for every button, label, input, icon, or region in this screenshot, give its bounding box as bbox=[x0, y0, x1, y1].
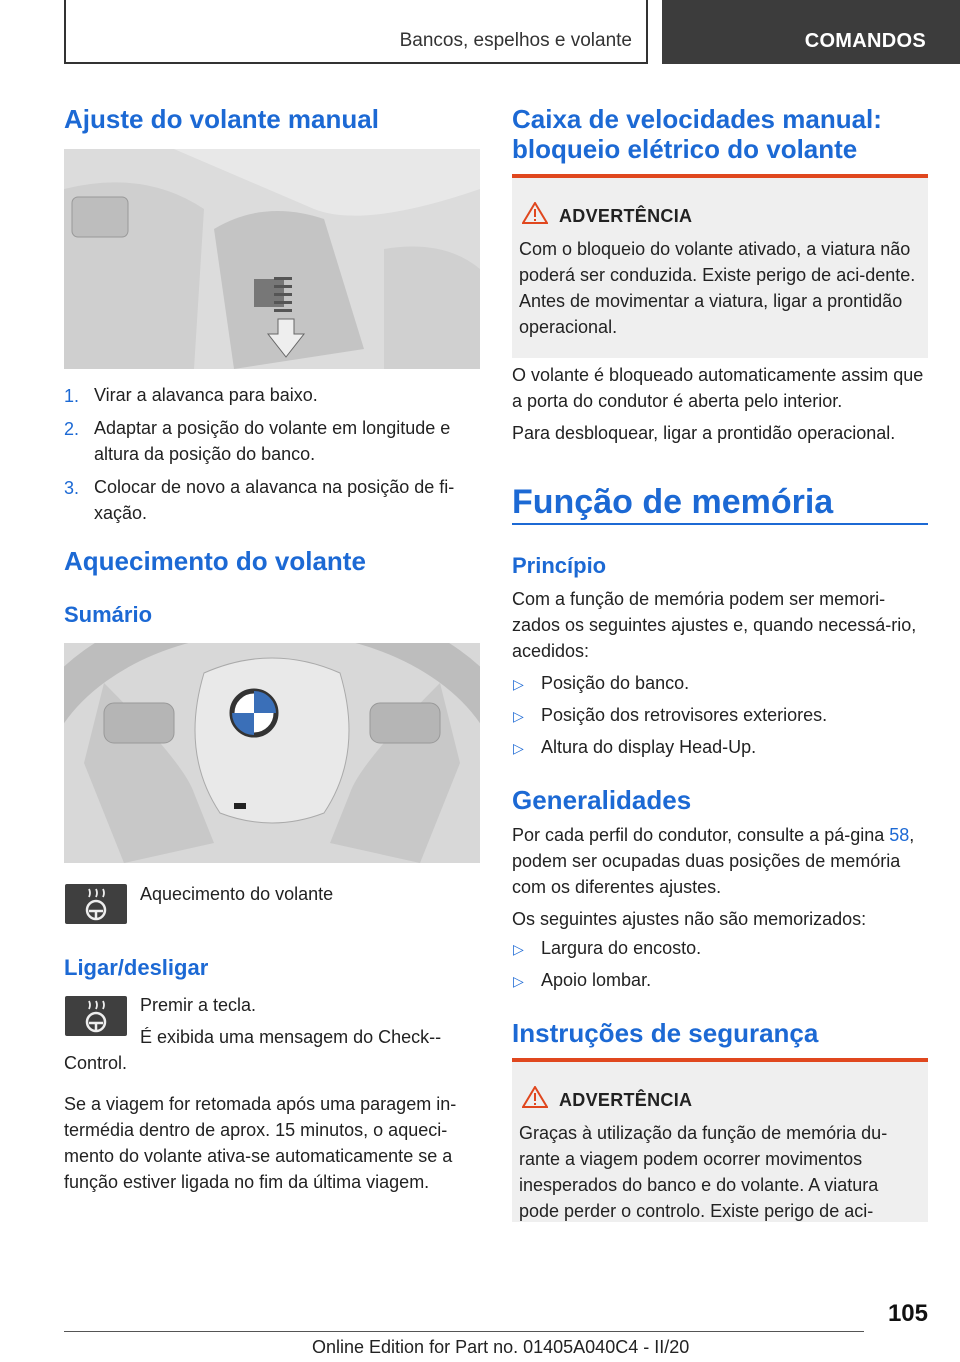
step-text: Colocar de novo a alavanca na posição de fi-xação. bbox=[94, 477, 455, 523]
heading-summary: Sumário bbox=[64, 602, 153, 627]
heading-principle: Princípio bbox=[512, 553, 607, 578]
general-text-part: Por cada perfil do condutor, consulte a pá-gina bbox=[512, 825, 890, 845]
page-link[interactable]: 58 bbox=[889, 825, 910, 845]
step-number: 1. bbox=[64, 386, 80, 406]
heading-rule bbox=[512, 523, 928, 525]
heading-manual-steering-adjust: Ajuste do volante manual bbox=[64, 104, 379, 134]
step-number: 3. bbox=[64, 478, 80, 498]
list-item: Largura do encosto. bbox=[541, 938, 702, 958]
steering-wheel-image bbox=[64, 643, 480, 863]
list-item: Altura do display Head-Up. bbox=[541, 737, 757, 757]
chapter-title: COMANDOS bbox=[804, 30, 926, 52]
page-number: 105 bbox=[887, 1300, 928, 1327]
warning-box bbox=[512, 174, 928, 358]
warning-triangle-icon bbox=[522, 202, 548, 224]
heated-steering-wheel-icon bbox=[65, 884, 127, 924]
heading-general: Generalidades bbox=[512, 785, 692, 815]
warning-title: ADVERTÊNCIA bbox=[559, 1090, 693, 1110]
warning-text: Graças à utilização da função de memória du-rante a viagem podem ocorrer movimentos inesperados do banco e do volante. A viatura pode perder o controlo. Existe perigo de aci- bbox=[519, 1123, 888, 1221]
check-control-message-text: É exibida uma mensagem do Check--Control. bbox=[64, 1027, 442, 1073]
lock-description: O volante é bloqueado automaticamente assim que a porta do condutor é aberta pelo interior. bbox=[512, 365, 924, 411]
header-section-box bbox=[64, 0, 648, 64]
header-chapter-box bbox=[662, 0, 960, 64]
bullet-triangle-icon: ▷ bbox=[513, 740, 524, 756]
steering-wheel-illustration bbox=[64, 643, 480, 863]
list-item: Posição do banco. bbox=[541, 673, 690, 693]
warning-text: Com o bloqueio do volante ativado, a viatura não poderá ser conduzida. Existe perigo de aci-dente. Antes de movimentar a viatura, ligar a prontidão operacional. bbox=[519, 239, 916, 337]
not-memorized-text: Os seguintes ajustes não são memorizados: bbox=[512, 909, 867, 929]
bullet-triangle-icon: ▷ bbox=[513, 708, 524, 724]
heading-steering-heating: Aquecimento do volante bbox=[64, 546, 366, 576]
resume-trip-text: Se a viagem for retomada após uma paragem in-termédia dentro de aprox. 15 minutos, o aqueci-mento do volante ativa-se automaticamente se a função estiver ligada no fim da última viagem. bbox=[64, 1094, 457, 1192]
warning-box bbox=[512, 1058, 928, 1222]
step-text: Adaptar a posição do volante em longitude e altura da posição do banco. bbox=[94, 418, 451, 464]
heated-steering-wheel-button bbox=[65, 884, 127, 924]
list-item: Apoio lombar. bbox=[541, 970, 652, 990]
section-title: Bancos, espelhos e volante bbox=[399, 30, 632, 51]
bullet-triangle-icon: ▷ bbox=[513, 941, 524, 957]
edition-text: Online Edition for Part no. 01405A040C4 - II/20 bbox=[312, 1337, 690, 1357]
bullet-triangle-icon: ▷ bbox=[513, 973, 524, 989]
general-text-part: , podem ser ocupadas duas posições de memória com os diferentes ajustes. bbox=[512, 825, 915, 897]
heading-memory-function: Função de memória bbox=[512, 483, 834, 521]
heading-safety-instructions: Instruções de segurança bbox=[512, 1018, 819, 1048]
general-text bbox=[512, 822, 928, 900]
steering-lever-image bbox=[64, 149, 480, 369]
heading-on-off: Ligar/desligar bbox=[64, 955, 209, 980]
press-button-text: Premir a tecla. bbox=[140, 995, 257, 1015]
unlock-instruction: Para desbloquear, ligar a prontidão operacional. bbox=[512, 423, 896, 443]
principle-text: Com a função de memória podem ser memori-zados os seguintes ajustes e, quando necessá-rio, acedidos: bbox=[512, 589, 917, 661]
steering-lever-illustration bbox=[64, 149, 480, 369]
heading-electric-steering-lock: Caixa de velocidades manual: bloqueio elétrico do volante bbox=[512, 104, 882, 164]
warning-title: ADVERTÊNCIA bbox=[559, 206, 693, 226]
step-text: Virar a alavanca para baixo. bbox=[94, 385, 318, 405]
step-number: 2. bbox=[64, 419, 80, 439]
footer-rule bbox=[64, 1331, 864, 1332]
warning-triangle-icon bbox=[522, 1086, 548, 1108]
bullet-triangle-icon: ▷ bbox=[513, 676, 524, 692]
icon-caption-steering-heating: Aquecimento do volante bbox=[140, 884, 334, 904]
list-item: Posição dos retrovisores exteriores. bbox=[541, 705, 828, 725]
